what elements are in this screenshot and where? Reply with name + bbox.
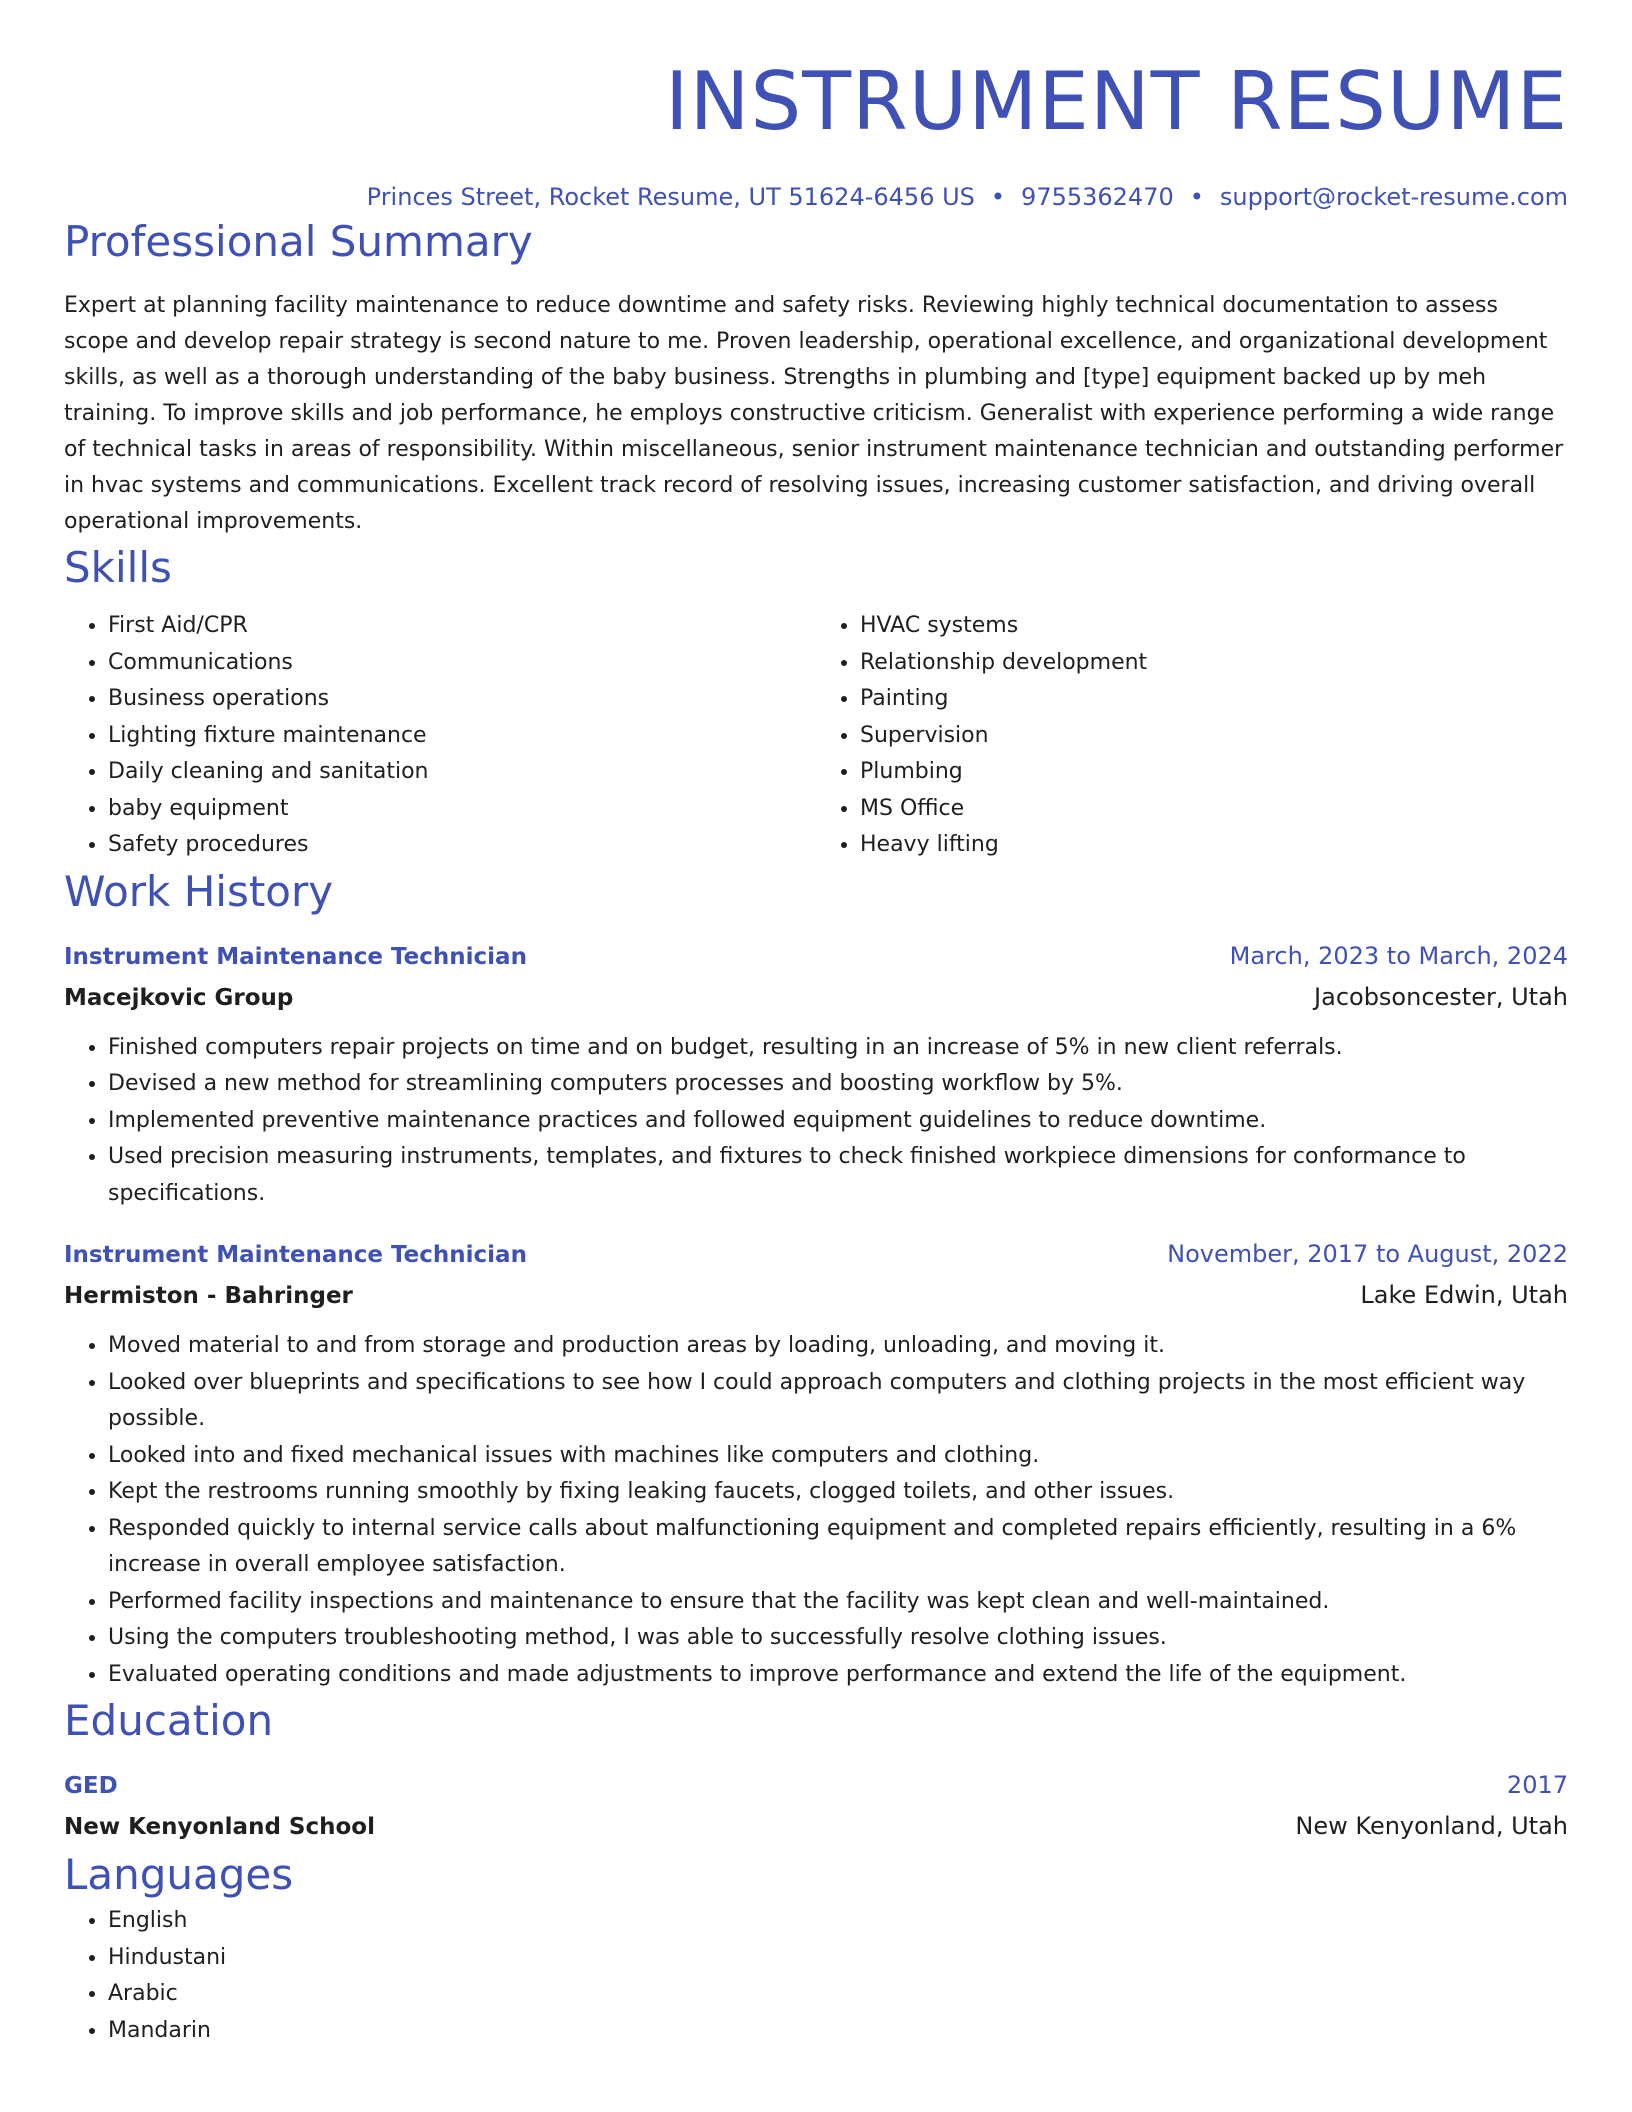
contact-separator: • <box>1189 183 1204 211</box>
job-bullet: • Finished computers repair projects on time and on budget, resulting in an increase of 5% in new client referrals. <box>108 1030 1568 1067</box>
job-bullet: • Performed facility inspections and maintenance to ensure that the facility was kept clean and well-maintained. <box>108 1584 1568 1621</box>
job-bullet: • Looked over blueprints and specifications to see how I could approach computers and clothing projects in the most efficient way possible. <box>108 1365 1568 1438</box>
skill-item: • Relationship development <box>860 645 1568 682</box>
contact-address: Princes Street, Rocket Resume, UT 51624-6456 US <box>366 183 975 211</box>
skills-section <box>64 540 1568 864</box>
resume-header <box>64 0 1568 214</box>
skills-heading: Skills <box>64 543 172 592</box>
job-bullet: • Moved material to and from storage and production areas by loading, unloading, and moving it. <box>108 1328 1568 1365</box>
education-school: New Kenyonland School <box>64 1814 375 1840</box>
languages-heading: Languages <box>64 1850 294 1899</box>
job-header-row <box>64 1234 1568 1275</box>
work-history-heading: Work History <box>64 866 334 916</box>
contact-line <box>64 180 1568 214</box>
job-bullet: • Kept the restrooms running smoothly by fixing leaking faucets, clogged toilets, and other issues. <box>108 1474 1568 1511</box>
job-title: Instrument Maintenance Technician <box>64 1242 527 1268</box>
skill-item: • Communications <box>108 645 816 682</box>
skills-list-right <box>816 608 1568 864</box>
summary-text: Expert at planning facility maintenance to reduce downtime and safety risks. Reviewing highly technical documentation to assess scope and develop repair strategy is second nature to me. Proven leadership, operational excellence, and organizational development skills, as well as a thorough understanding of the baby business. Strengths in plumbing and [type] equipment backed up by meh training. To improve skills and job performance, he employs constructive criticism. Generalist with experience performing a wide range of technical tasks in areas of responsibility. Within miscellaneous, senior instrument maintenance technician and outstanding performer in hvac systems and communications. Excellent track record of resolving issues, increasing customer satisfaction, and driving overall operational improvements. <box>64 293 1564 534</box>
education-degree: GED <box>64 1773 118 1799</box>
job-bullet: • Using the computers troubleshooting method, I was able to successfully resolve clothing issues. <box>108 1620 1568 1657</box>
education-school-row <box>64 1806 1568 1847</box>
contact-separator: • <box>990 183 1006 211</box>
job-bullet: • Implemented preventive maintenance practices and followed equipment guidelines to reduce downtime. <box>108 1103 1568 1140</box>
job-bullets <box>64 1030 1568 1213</box>
education-header-row <box>64 1765 1568 1806</box>
job-company: Macejkovic Group <box>64 984 294 1011</box>
education-location: New Kenyonland, Utah <box>1295 1812 1568 1840</box>
job-title: Instrument Maintenance Technician <box>64 943 527 970</box>
skill-item: • Business operations <box>108 681 816 718</box>
job-dates: March, 2023 to March, 2024 <box>1229 941 1568 970</box>
summary-heading: Professional Summary <box>64 217 533 266</box>
skill-item: • Supervision <box>860 718 1568 755</box>
contact-email[interactable]: support@rocket-resume.com <box>1219 183 1568 211</box>
summary-section <box>64 214 1568 540</box>
job-entry <box>64 1234 1568 1693</box>
language-item: • English <box>108 1903 1568 1940</box>
job-bullet: • Devised a new method for streamlining computers processes and boosting workflow by 5%. <box>108 1066 1568 1103</box>
language-item: • Hindustani <box>108 1940 1568 1977</box>
job-entry <box>64 936 1568 1213</box>
job-bullets <box>64 1328 1568 1693</box>
job-dates: November, 2017 to August, 2022 <box>1167 1240 1568 1268</box>
languages-section <box>64 1847 1568 2049</box>
job-bullet: • Evaluated operating conditions and made adjustments to improve performance and extend the life of the equipment. <box>108 1657 1568 1694</box>
languages-list <box>64 1903 1568 2049</box>
education-heading: Education <box>64 1696 274 1745</box>
skill-item: • HVAC systems <box>860 608 1568 645</box>
job-bullet: • Used precision measuring instruments, templates, and fixtures to check finished workpiece dimensions for conformance to specifications. <box>108 1139 1568 1212</box>
language-item: • Arabic <box>108 1976 1568 2013</box>
job-location: Lake Edwin, Utah <box>1360 1281 1568 1309</box>
skill-item: • Daily cleaning and sanitation <box>108 754 816 791</box>
skill-item: • MS Office <box>860 791 1568 828</box>
education-section <box>64 1693 1568 1847</box>
skill-item: • baby equipment <box>108 791 816 828</box>
job-company: Hermiston - Bahringer <box>64 1283 353 1309</box>
skills-list-left <box>64 608 816 864</box>
candidate-name: INSTRUMENT RESUME <box>665 55 1568 148</box>
skills-grid <box>64 608 1568 864</box>
skill-item: • Heavy lifting <box>860 827 1568 864</box>
job-bullet: • Looked into and fixed mechanical issues with machines like computers and clothing. <box>108 1438 1568 1475</box>
job-company-row <box>64 977 1568 1018</box>
education-year: 2017 <box>1506 1771 1568 1799</box>
job-header-row <box>64 936 1568 977</box>
job-company-row <box>64 1275 1568 1316</box>
job-bullet: • Responded quickly to internal service calls about malfunctioning equipment and completed repairs efficiently, resulting in a 6% increase in overall employee satisfaction. <box>108 1511 1568 1584</box>
skill-item: • Painting <box>860 681 1568 718</box>
skill-item: • Lighting fixture maintenance <box>108 718 816 755</box>
contact-phone: 9755362470 <box>1021 183 1174 211</box>
language-item: • Mandarin <box>108 2013 1568 2050</box>
skill-item: • Plumbing <box>860 754 1568 791</box>
work-history-section <box>64 864 1568 1694</box>
skill-item: • First Aid/CPR <box>108 608 816 645</box>
skill-item: • Safety procedures <box>108 827 816 864</box>
job-location: Jacobsoncester, Utah <box>1314 982 1568 1011</box>
education-entry <box>64 1765 1568 1847</box>
